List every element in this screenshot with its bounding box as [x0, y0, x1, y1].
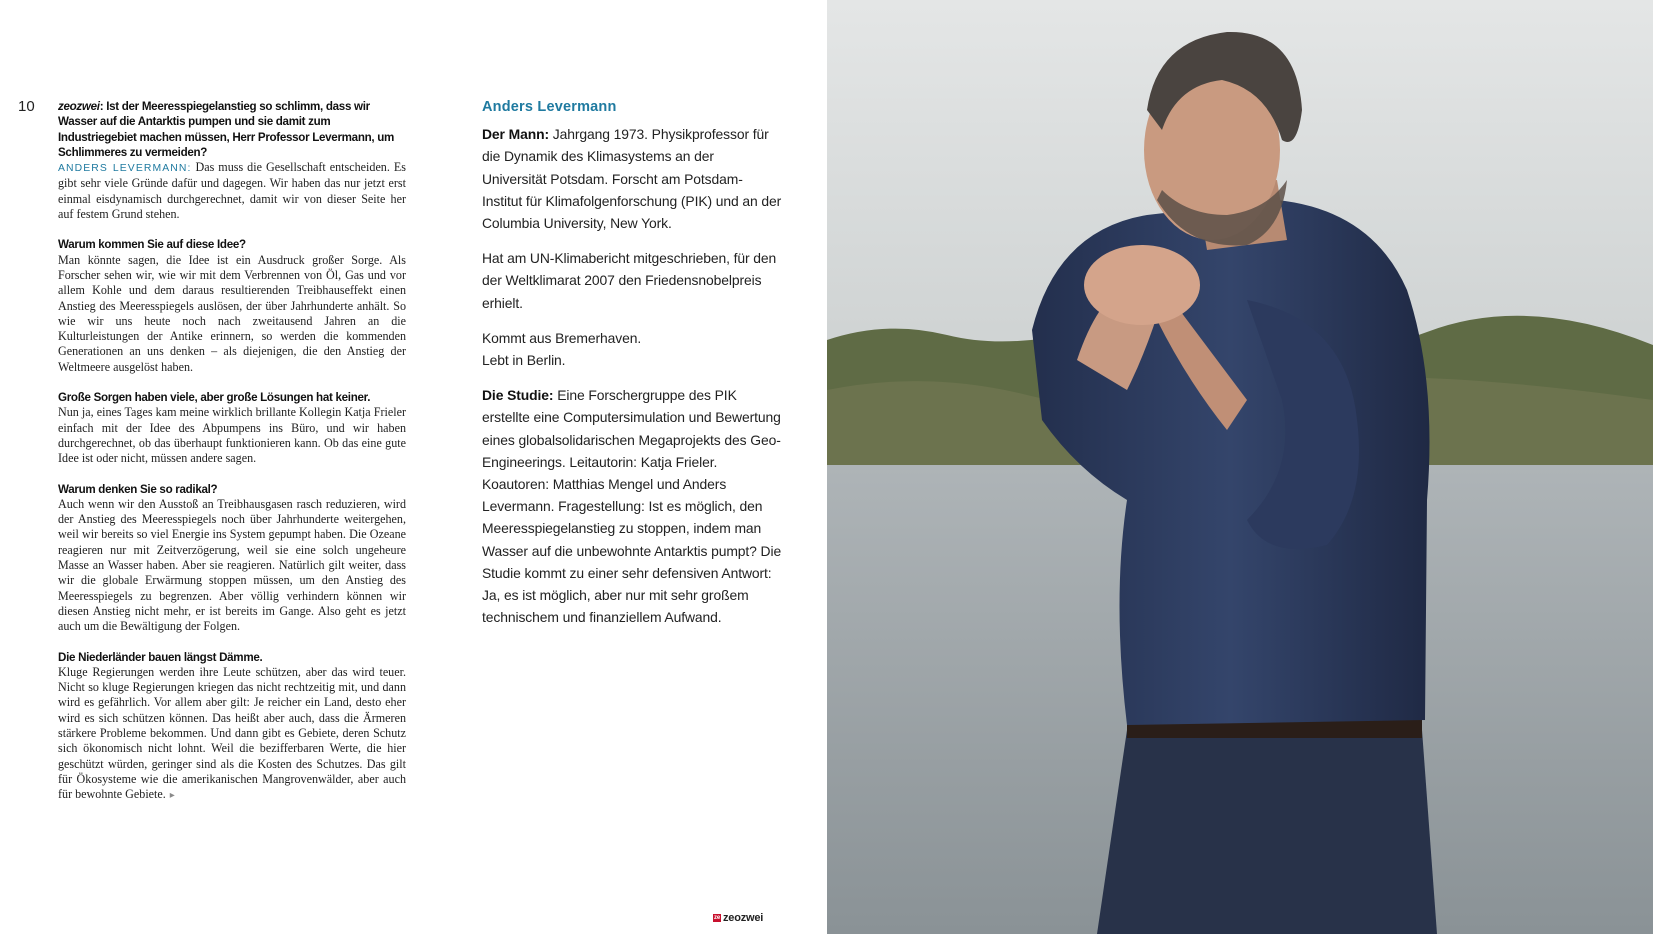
- interview-answer: [58, 160, 406, 222]
- hands: [1084, 245, 1200, 325]
- trousers: [1097, 730, 1437, 934]
- portrait-photo: [827, 0, 1653, 934]
- question-text: : Ist der Meeresspiegelanstieg so schlimm, dass wir Wasser auf die Antarktis pumpen und sie damit zum Industriegebiet machen müssen, Herr Professor Levermann, um Schlimmeres zu vermeiden?: [58, 100, 395, 159]
- speaker-label: ANDERS LEVERMANN:: [58, 163, 192, 175]
- interview-question: Warum denken Sie so radikal?: [58, 482, 218, 496]
- qa-block: [58, 650, 406, 804]
- interview-question: Warum kommen Sie auf diese Idee?: [58, 238, 246, 252]
- profile-man: [482, 123, 782, 234]
- brand-name: zeozwei: [58, 100, 100, 113]
- continue-arrow-icon: ▸: [169, 790, 175, 802]
- interview-question: Große Sorgen haben viele, aber große Lösungen hat keiner.: [58, 391, 371, 405]
- profile-study-text: Eine Forschergruppe des PIK erstellte eine Computersimulation und Bewertung eines globalsolidarischen Megaprojekts des Geo-Engineerings. Leitautorin: Katja Frieler. Koautoren: Matthias Mengel und Anders Levermann. Fragestellung: Ist es möglich, den Meeresspiegelanstieg zu stoppen, indem man Wasser auf die unbewohnte Antarktis pumpt? Die Studie kommt zu einer sehr defensiven Antwort: Ja, es ist möglich, aber nur mit sehr großem technischem und finanziellem Aufwand.: [482, 387, 782, 626]
- profile-origin: [482, 327, 782, 371]
- profile-study-label: Die Studie:: [482, 387, 554, 404]
- profile-origin-line: Kommt aus Bremerhaven.: [482, 329, 642, 346]
- qa-block: [58, 99, 406, 222]
- interview-answer: Man könnte sagen, die Idee ist ein Ausdruck großer Sorge. Als Forscher sehen wir, wie wir mit dem Verbrennen von Öl, Gas und vor allem Kohle und dem daraus resultierenden Treibhauseffekt einen Anstieg des Meeresspiegels auslösen, der über Jahrhunderte anhält. So wie wir uns heute noch nach zweitausend Jahren an die Kulturleistungen der Antike erinnern, so werden die kommenden Generationen an uns denken – als diejenigen, die den Anstieg der Weltmeere ausgelöst haben.: [58, 252, 406, 374]
- interview-column: [58, 99, 406, 818]
- logo-mark-icon: ze: [714, 915, 720, 921]
- answer-text: Das muss die Gesellschaft entscheiden. Es gibt sehr viele Gründe dafür und dagegen. Wir haben das nur jetzt erst einmal eisdynamisch durchgerechnet, damit wir von dieser Seite her auf festem Grund stehen.: [58, 160, 406, 222]
- page-number: 10: [18, 98, 35, 115]
- interview-answer: Auch wenn wir den Ausstoß an Treibhausgasen rasch reduzieren, wird der Anstieg des Meeresspiegels noch über Jahrhunderte weitergehen, weil wir bereits so viel Energie ins System gepumpt haben. Die Ozeane reagieren nur mit Zeitverzögerung, weil sie eine solch ungeheure Masse an Wasser haben. Aber sie reagieren. Natürlich gilt weiter, dass wir die globale Erwärmung stoppen müssen, um den Anstieg des Meeresspiegels zu begrenzen. Aber völlig verhindern können wir diesen Anstieg nicht mehr, er ist bereits im Gange. Also geht es jetzt auch um die Bewältigung der Folgen.: [58, 496, 406, 634]
- qa-block: [58, 390, 406, 466]
- interview-question: [58, 99, 406, 160]
- profile-man-text: Jahrgang 1973. Physikprofessor für die Dynamik des Klimasystems an der Universität Potsdam. Forscht am Potsdam-Institut für Klimafolgenforschung (PIK) und an der Columbia University, New York.: [482, 126, 782, 232]
- interview-answer: [58, 665, 406, 804]
- qa-block: [58, 237, 406, 375]
- logo-text: zeozwei: [723, 912, 764, 924]
- profile-residence-line: Lebt in Berlin.: [482, 352, 566, 369]
- profile-name: Anders Levermann: [482, 99, 617, 115]
- portrait-illustration: [827, 0, 1653, 934]
- profile-study: [482, 384, 782, 628]
- answer-text: Kluge Regierungen werden ihre Leute schützen, aber das wird teuer. Nicht so kluge Regierungen kriegen das nicht rechtzeitig mit, und dann wird es gefährlich. Vor allem aber gilt: Je reicher ein Land, desto eher wird es sich schützen können. Das heißt aber auch, dass die Ärmeren stärkere Probleme bekommen. Und dann gibt es Gebiete, deren Schutz sich ökonomisch nicht lohnt. Weil die bezifferbaren Werte, die hier geschützt würden, geringer sind als die Kosten des Schutzes. Das gilt für Ökosysteme wie die amerikanischen Mangrovenwälder, aber auch für bewohnte Gebiete.: [58, 664, 406, 802]
- interview-question: Die Niederländer bauen längst Dämme.: [58, 650, 263, 664]
- profile-ipcc: Hat am UN-Klimabericht mitgeschrieben, für den der Weltklimarat 2007 den Friedensnobelpreis erhielt.: [482, 250, 777, 311]
- qa-block: [58, 482, 406, 635]
- profile-man-label: Der Mann:: [482, 126, 550, 143]
- footer-logo: [713, 912, 763, 924]
- profile-sidebar: [482, 96, 782, 641]
- interview-answer: Nun ja, eines Tages kam meine wirklich brillante Kollegin Katja Frieler einfach mit der Idee des Abpumpens ins Büro, und wir haben durchgerechnet, ob das überhaupt funktionieren kann. Ob das eine gute Idee ist oder nicht, müssen andere sagen.: [58, 405, 406, 466]
